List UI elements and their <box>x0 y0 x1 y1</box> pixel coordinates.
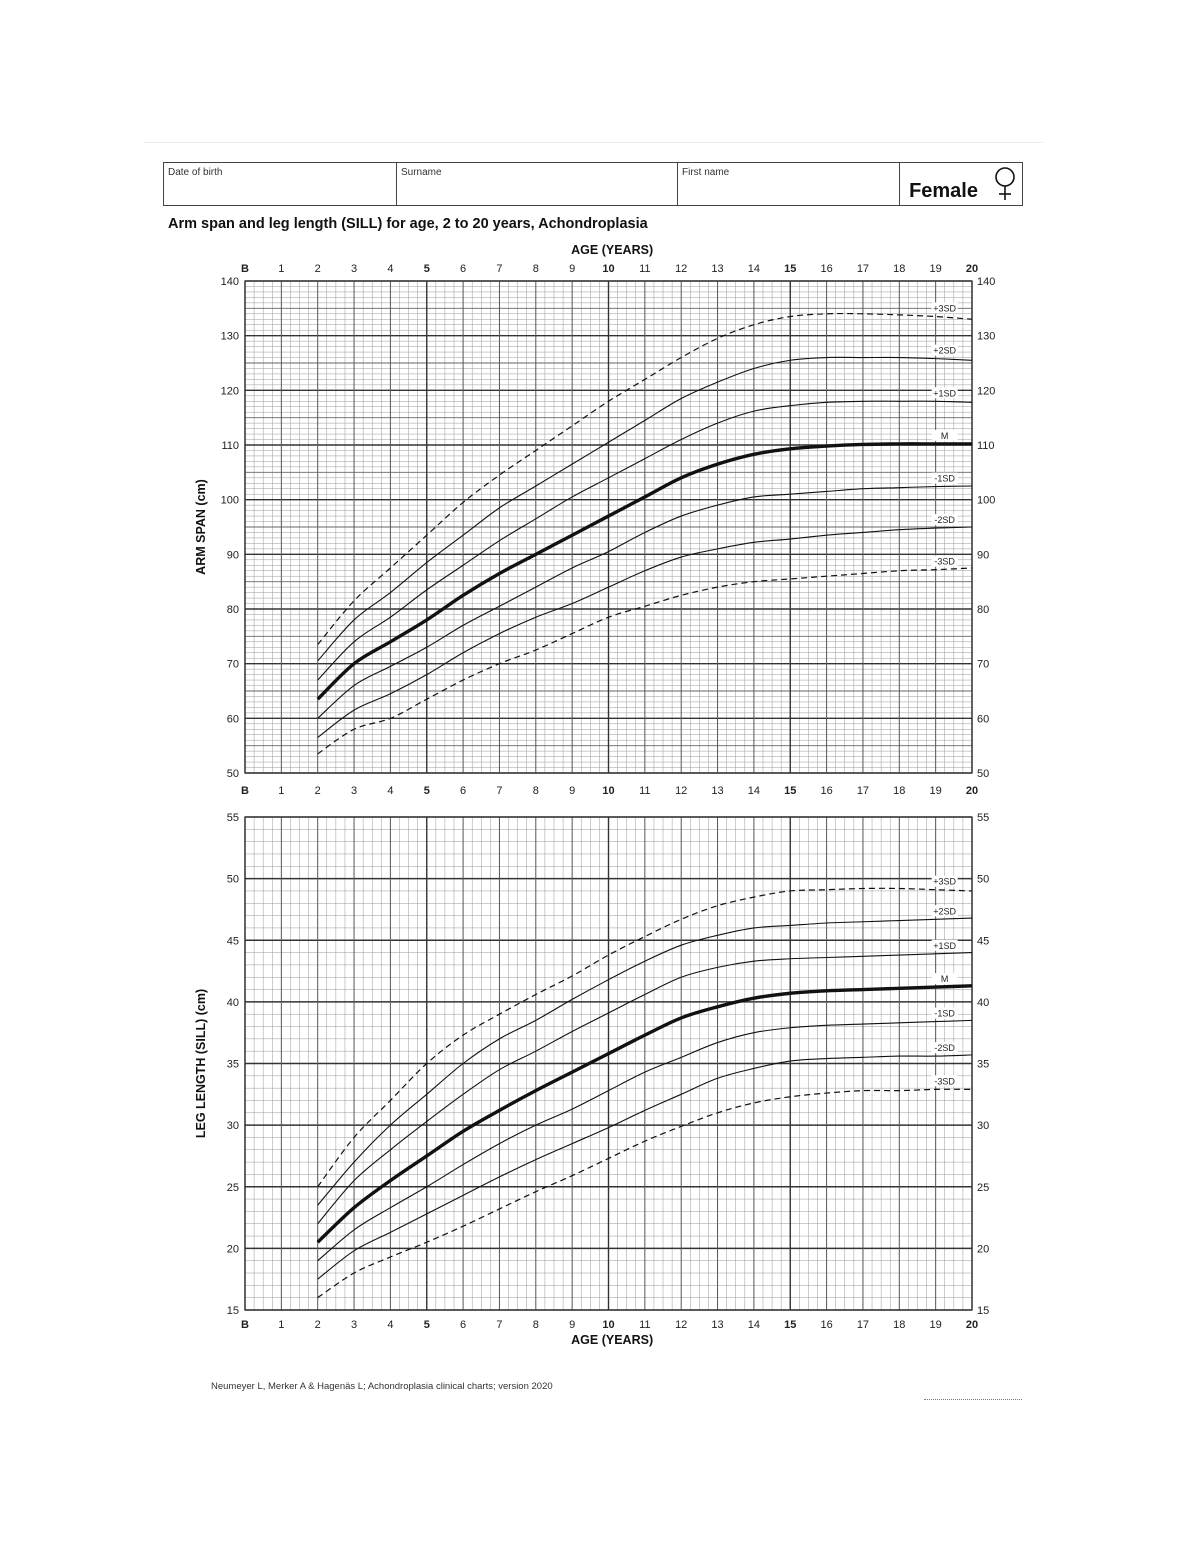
x-tick-label: 10 <box>602 1319 615 1331</box>
x-tick-label: 18 <box>893 263 906 275</box>
x-tick-label: 7 <box>496 263 503 275</box>
x-tick-label: 6 <box>460 785 467 797</box>
x-tick-label: 5 <box>423 785 430 797</box>
y-tick-label-right: 50 <box>977 768 990 780</box>
x-tick-label: 13 <box>711 263 724 275</box>
y-tick-label-right: 30 <box>977 1120 990 1133</box>
y-tick-label-left: 30 <box>226 1120 239 1133</box>
y-tick-label-right: 110 <box>977 440 995 452</box>
x-tick-label: 14 <box>747 1319 761 1331</box>
x-tick-label: 14 <box>747 263 761 275</box>
y-tick-label-left: 90 <box>226 549 239 562</box>
x-tick-label: 20 <box>965 785 979 797</box>
x-tick-label: 17 <box>856 263 870 275</box>
x-tick-label: 19 <box>929 1319 942 1331</box>
y-tick-label-right: 60 <box>977 713 990 726</box>
sd-label: -2SD <box>934 1043 955 1054</box>
x-tick-label: B <box>241 1319 249 1331</box>
y-tick-label-left: 130 <box>220 330 239 343</box>
y-tick-label-right: 120 <box>977 385 996 398</box>
y-tick-label-right: 140 <box>977 276 996 288</box>
x-tick-label: 12 <box>675 1319 688 1331</box>
x-axis-title-bottom: AGE (YEARS) <box>571 1333 654 1347</box>
first-name-label: First name <box>682 167 730 178</box>
x-tick-label: 1 <box>278 785 285 797</box>
x-tick-label: 11 <box>639 1319 651 1331</box>
y-tick-label-left: 50 <box>226 873 239 886</box>
sd-label: +3SD <box>933 876 957 887</box>
sd-label: +2SD <box>933 906 957 917</box>
y-tick-label-left: 45 <box>226 935 239 948</box>
x-tick-label: 14 <box>747 785 761 797</box>
y-tick-label-right: 25 <box>977 1181 990 1194</box>
y-tick-label-right: 55 <box>977 812 990 824</box>
x-tick-label: 4 <box>387 263 394 275</box>
y-axis-title: LEG LENGTH (SILL) (cm) <box>194 988 208 1139</box>
y-tick-label-left: 25 <box>226 1181 239 1194</box>
y-tick-label-right: 90 <box>977 549 990 562</box>
leg-length-panel <box>194 812 989 1347</box>
x-tick-label: 15 <box>784 785 797 797</box>
x-tick-label: 18 <box>893 1319 906 1331</box>
y-tick-label-right: 45 <box>977 935 990 948</box>
y-tick-label-left: 35 <box>226 1058 239 1071</box>
x-tick-label: 6 <box>460 1319 467 1331</box>
x-tick-label: 9 <box>569 1319 576 1331</box>
footer-mark <box>924 1399 1022 1403</box>
x-tick-label: 8 <box>532 1319 539 1331</box>
x-tick-label: 16 <box>820 263 833 275</box>
y-tick-label-left: 70 <box>226 658 239 671</box>
y-tick-label-left: 20 <box>226 1243 239 1256</box>
sd-label: +2SD <box>933 345 957 356</box>
y-tick-label-right: 15 <box>977 1305 990 1317</box>
x-tick-label: 8 <box>532 263 539 275</box>
y-tick-label-right: 40 <box>977 996 990 1009</box>
y-tick-label-left: 80 <box>226 604 239 616</box>
x-tick-label: 12 <box>675 263 688 275</box>
sd-label: +3SD <box>933 303 957 314</box>
x-tick-label: 11 <box>639 785 651 797</box>
x-tick-label: 9 <box>569 263 576 275</box>
x-tick-label: 7 <box>496 785 503 797</box>
sd-label: -2SD <box>934 515 955 526</box>
x-tick-label: 8 <box>532 785 539 797</box>
x-tick-label: 15 <box>784 263 797 275</box>
footer-citation: Neumeyer L, Merker A & Hagenäs L; Achondroplasia clinical charts; version 2020 <box>211 1381 553 1392</box>
date-of-birth-label: Date of birth <box>168 167 223 178</box>
x-tick-label: 1 <box>278 263 285 275</box>
y-tick-label-left: 15 <box>226 1305 239 1317</box>
y-tick-label-left: 120 <box>220 385 239 398</box>
x-tick-label: 4 <box>387 1319 394 1331</box>
sd-label: -1SD <box>934 1008 955 1019</box>
x-tick-label: 7 <box>496 1319 503 1331</box>
x-tick-label: 5 <box>423 263 430 275</box>
x-tick-label: 3 <box>350 785 358 797</box>
x-tick-label: 20 <box>965 263 979 275</box>
sd-label: -3SD <box>934 556 955 567</box>
x-tick-label: 19 <box>929 263 942 275</box>
y-tick-label-left: 55 <box>226 812 239 824</box>
y-tick-label-left: 50 <box>226 768 239 780</box>
x-tick-label: 3 <box>350 263 358 275</box>
sex-label: Female <box>909 180 978 202</box>
y-tick-label-left: 110 <box>221 440 239 452</box>
x-tick-label: B <box>241 785 249 797</box>
x-tick-label: 3 <box>350 1319 358 1331</box>
x-tick-label: 15 <box>784 1319 797 1331</box>
y-tick-label-left: 40 <box>226 996 239 1009</box>
y-tick-label-right: 80 <box>977 604 990 616</box>
sd-label: -3SD <box>934 1076 955 1087</box>
x-tick-label: 2 <box>314 1319 321 1331</box>
sd-label: -1SD <box>934 473 955 484</box>
x-tick-label: 18 <box>893 785 906 797</box>
x-tick-label: 2 <box>314 263 321 275</box>
x-tick-label: 20 <box>965 1319 979 1331</box>
y-tick-label-right: 100 <box>977 494 996 507</box>
y-tick-label-right: 70 <box>977 658 990 671</box>
arm-span-panel <box>194 243 995 797</box>
sd-label: M <box>940 974 949 985</box>
x-axis-title-top: AGE (YEARS) <box>571 243 654 257</box>
x-tick-label: 5 <box>423 1319 430 1331</box>
x-tick-label: 16 <box>820 1319 833 1331</box>
x-tick-label: 4 <box>387 785 394 797</box>
y-tick-label-left: 140 <box>220 276 239 288</box>
x-tick-label: 16 <box>820 785 833 797</box>
x-tick-label: 11 <box>639 263 651 275</box>
surname-label: Surname <box>401 167 442 178</box>
chart-title: Arm span and leg length (SILL) for age, 2 to 20 years, Achondroplasia <box>168 216 648 232</box>
x-tick-label: 12 <box>675 785 688 797</box>
x-tick-label: 19 <box>929 785 942 797</box>
y-tick-label-left: 60 <box>226 713 239 726</box>
y-tick-label-right: 35 <box>977 1058 990 1071</box>
sd-label: +1SD <box>933 940 957 951</box>
y-tick-label-right: 130 <box>977 330 996 343</box>
x-tick-label: 13 <box>711 785 724 797</box>
x-tick-label: B <box>241 263 249 275</box>
sd-label: +1SD <box>933 388 957 399</box>
y-tick-label-right: 50 <box>977 873 990 886</box>
x-tick-label: 10 <box>602 785 615 797</box>
x-tick-label: 6 <box>460 263 467 275</box>
y-tick-label-left: 100 <box>220 494 239 507</box>
y-tick-label-right: 20 <box>977 1243 990 1256</box>
x-tick-label: 1 <box>278 1319 285 1331</box>
x-tick-label: 2 <box>314 785 321 797</box>
x-tick-label: 9 <box>569 785 576 797</box>
x-tick-label: 17 <box>856 1319 870 1331</box>
x-tick-label: 17 <box>856 785 870 797</box>
y-axis-title: ARM SPAN (cm) <box>194 479 208 575</box>
sd-label: M <box>940 430 949 441</box>
x-tick-label: 13 <box>711 1319 724 1331</box>
x-tick-label: 10 <box>602 263 615 275</box>
